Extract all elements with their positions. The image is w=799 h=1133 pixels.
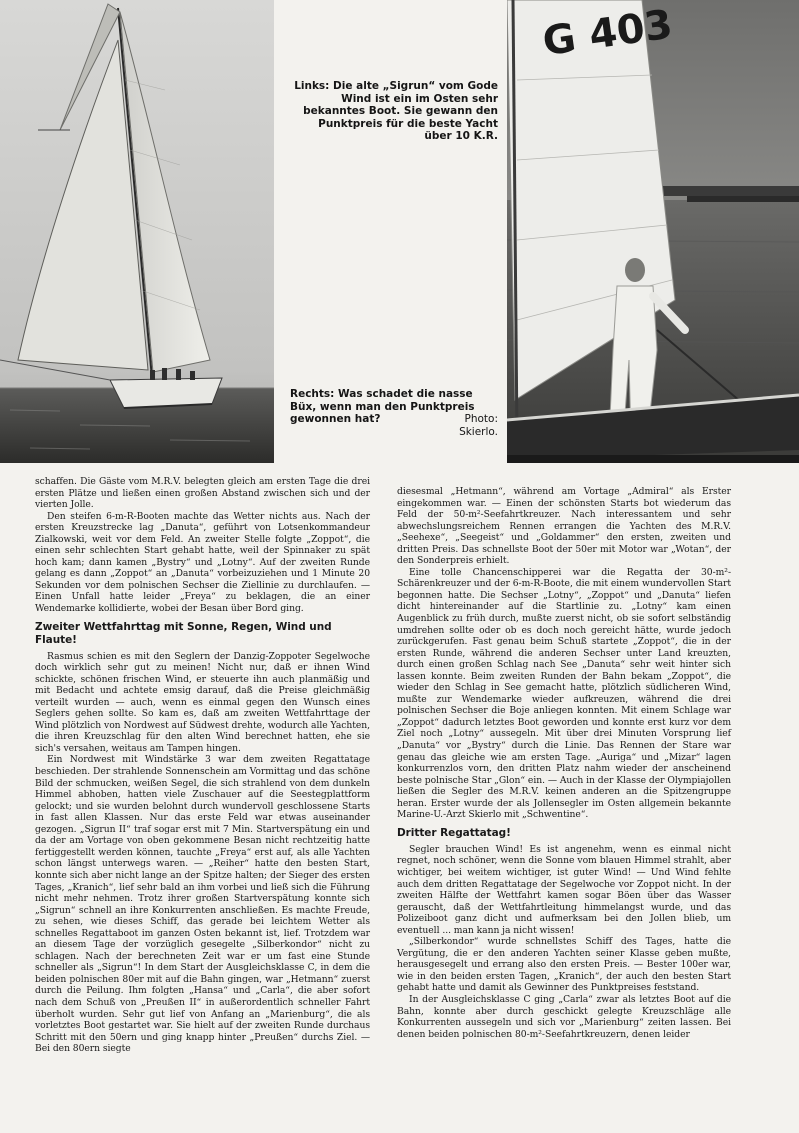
paragraph: diesesmal „Hetmann“, während am Vortage „Admiral“ als Erster eingekommen war. — Einen der schönsten Starts bot wiederum das Feld der 50-m²-Seefahrtkreuzer. Nach interessantem und sehr abwechslungsreichem Rennen errangen die Yachten des M.R.V. „Seehexe“, „Seegeist“ und „Goldammer“ den ersten, zweiten und dritten Preis. Das schnellste Boot der 50er mit Motor war „Wotan“, der den Sonderpreis erhielt. [397, 486, 731, 567]
paragraph: Rasmus schien es mit den Seglern der Danzig-Zoppoter Segelwoche doch wirklich sehr gut zu meinen! Nicht nur, daß er ihnen Wind schickte, schönen frischen Wind, er steuerte ihn auch planmäßig und mit Bedacht und achtete emsig darauf, daß die Preise gleichmäßig verteilt wurden — auch, wenn es einmal gegen den Wunsch eines Seglers gehen sollte. So kam es, daß am zweiten Wettfahrttage der Wind plötzlich von Nordwest auf Südwest drehte, wodurch alle Yachten, die ihren Kreuzschlag für den alten Wind berechnet hatten, ehe sie sich's versahen, weitaus am Tampen hingen. [35, 650, 370, 754]
sail-number: G 403 [539, 1, 676, 66]
photo-sailor-g403 [507, 0, 799, 463]
photo-credit: Photo: Skierlo. [459, 413, 498, 438]
caption-top: Links: Die alte „Sigrun“ vom Gode Wind ist ein im Osten sehr bekanntes Boot. Sie gewann den Punktpreis für die beste Yacht über 10 K.R. [294, 80, 498, 142]
section-heading: Zweiter Wettfahrttag mit Sonne, Regen, Wind und Flaute! [35, 620, 332, 646]
paragraph: Eine tolle Chancenschipperei war die Regatta der 30-m²-Schärenkreuzer und der 6-m-R-Boote, die mit einem wundervollen Start begonnen hatte. Die Sechser „Lotny“, „Zoppot“ und „Danuta“ liefen dicht hintereinander auf die Startlinie zu. „Lotny“ kam einen Augenblick zu früh durch, mußte zuerst nicht, ob sie sofort selbständig umdrehen sollte oder ob es doch noch gereicht hätte, wurde jedoch zurückgerufen. Fast genau beim Schuß startete „Zoppot“, die in der ersten Runde, während die anderen Sechser unter Land kreuzten, durch einen großen Schlag nach See „Danuta“ sehr weit hinter sich lassen konnte. Beim zweiten Runden der Bahn bekam „Zoppot“, die wieder den Schlag in See gemacht hatte, plötzlich südlicheren Wind, mußte zur Wendemarke wieder aufkreuzen, während die drei polnischen Sechser die Boje anliegen konnten. Mit einem Schlage war „Zoppot“ dadurch letztes Boot geworden und konnte erst kurz vor dem Ziel noch „Lotny“ aussegeln. Mit über drei Minuten Vorsprung lief „Danuta“ vor „Bystry“ durch die Linie. Das Rennen der Stare war genau das gleiche wie am ersten Tage. „Auriga“ und „Mizar“ lagen konkurrenzlos vorn, den dritten Platz nahm wieder der anscheinend beste polnische Star „Glon“ ein. — Auch in der Klasse der Olympiajollen ließen die Segler des M.R.V. keinen anderen an die Spitzengruppe heran. Erster wurde der als Jollensegler im Osten allgemein bekannte Marine-U.-Arzt Skierlo mit „Schwentine“. [397, 566, 731, 821]
paragraph: In der Ausgleichsklasse C ging „Carla“ zwar als letztes Boot auf die Bahn, konnte aber durch geschickt gelegte Kreuzschläge alle Konkurrenten aussegeln und sich vor „Marienburg“ zeiten lassen. Bei denen beiden polnischen 80-m²-Seefahrtkreuzern, denen leider [397, 993, 731, 1040]
paragraph: Den steifen 6-m-R-Booten machte das Wetter nichts aus. Nach der ersten Kreuzstrecke lag „Danuta“, geführt von Lotsenkommandeur Zialkowski, weit vor dem Feld. An zweiter Stelle folgte „Zoppot“, die einen sehr schlechten Start gehabt hatte, weil der Spinnaker zu spät hoch kam; dann kamen „Bystry“ und „Lotny“. Auf der zweiten Runde gelang es dann „Zoppot“ an „Danuta“ vorbeizuziehen und 1 Minute 20 Sekunden vor dem polnischen Sechser die Ziellinie zu durchlaufen. — Einen Unfall hatte leider „Freya“ zu beklagen, die an einer Wendemarke kollidierte, wobei der Besan über Bord ging. [35, 510, 370, 615]
paragraph: schaffen. Die Gäste vom M.R.V. belegten gleich am ersten Tage die drei ersten Plätze und ließen einen großen Abstand zwischen sich und der vierten Jolle. [35, 476, 370, 511]
paragraph: Ein Nordwest mit Windstärke 3 war dem zweiten Regattatage beschieden. Der strahlende Sonnenschein am Vormittag und das schöne Bild der schmucken, weißen Segel, die sich strahlend von dem dunkeln Himmel abhoben, hatten viele Zuschauer auf die Seestegplattform gelockt; und sie wurden belohnt durch wundervoll geschlossene Starts in fast allen Klassen. Nur das erste Feld war etwas auseinander gezogen. „Sigrun II“ traf sogar erst mit 7 Min. Startverspätung ein und da der am Vortage von oben gekommene Besan nicht rechtzeitig hatte fertiggestellt werden können, tauchte „Freya“ erst auf, als alle Yachten schon längst unterwegs waren. — „Reiher“ hatte den besten Start, konnte sich aber nicht lange an der Spitze halten; der Sieger des ersten Tages, „Kranich“, lief sehr bald an ihm vorbei und ließ sich die Führung nicht mehr nehmen. Trotz ihrer großen Startverspätung konnte sich „Sigrun“ schnell an ihre Konkurrenten anschließen. Es machte Freude, zu sehen, wie dieses Schiff, das gerade bei leichtem Wetter als schnelles Regattaboot im ganzen Osten bekannt ist, lief. Trotzdem war an diesem Tage der vorzüglich gesegelte „Silberkondor“ nicht zu schlagen. Nach der berechneten Zeit war er um fast eine Stunde schneller als „Sigrun“! In dem Start der Ausgleichsklasse C, in dem die beiden polnischen 80er mit auf die Bahn gingen, war „Hetmann“ zuerst durch die Peilung. Ihm folgten „Hansa“ und „Carla“, die aber sofort nach dem Schuß von „Preußen II“ in außerordentlich schneller Fahrt überholt wurden. Sehr gut lief von Anfang an „Marienburg“, die als vorletztes Boot gestartet war. Sie hielt auf der zweiten Runde durchaus Schritt mit den 50ern und ging knapp hinter „Preußen“ durchs Ziel. — Bei den 80ern siegte [35, 754, 370, 1055]
article-column-left [35, 476, 370, 1055]
caption-bottom-text: Rechts: Was schadet die nasse Büx, wenn man den Punktpreis gewonnen hat? [290, 388, 475, 425]
section-heading: Dritter Regattatag! [397, 826, 511, 839]
article-column-right [397, 486, 731, 1040]
photo-sigrun-yacht [0, 0, 274, 463]
paragraph: Segler brauchen Wind! Es ist angenehm, wenn es einmal nicht regnet, noch schöner, wenn die Sonne vom blauen Himmel strahlt, aber wichtiger, bei weitem wichtiger, ist guter Wind! — Und Wind fehlte auch dem dritten Regattatage der Segelwoche vor Zoppot nicht. In der zweiten Hälfte der Wettfahrt kamen sogar Böen über das Wasser gerauscht, daß der Wettfahrtleitung himmelangst wurde, und das Polizeiboot ganz dicht und aufmerksam bei den Jollen blieb, um eventuell ... man kann ja nicht wissen! [397, 843, 731, 936]
paragraph: „Silberkondor“ wurde schnellstes Schiff des Tages, hatte die Vergütung, die er den anderen Yachten seiner Klasse geben mußte, herausgesegelt und errang also den ersten Preis. — Bester 100er war, wie in den beiden ersten Tagen, „Kranich“, der auch den besten Start gehabt hatte und damit als Gewinner des Punktpreises feststand. [397, 936, 731, 994]
caption-bottom [290, 388, 498, 438]
